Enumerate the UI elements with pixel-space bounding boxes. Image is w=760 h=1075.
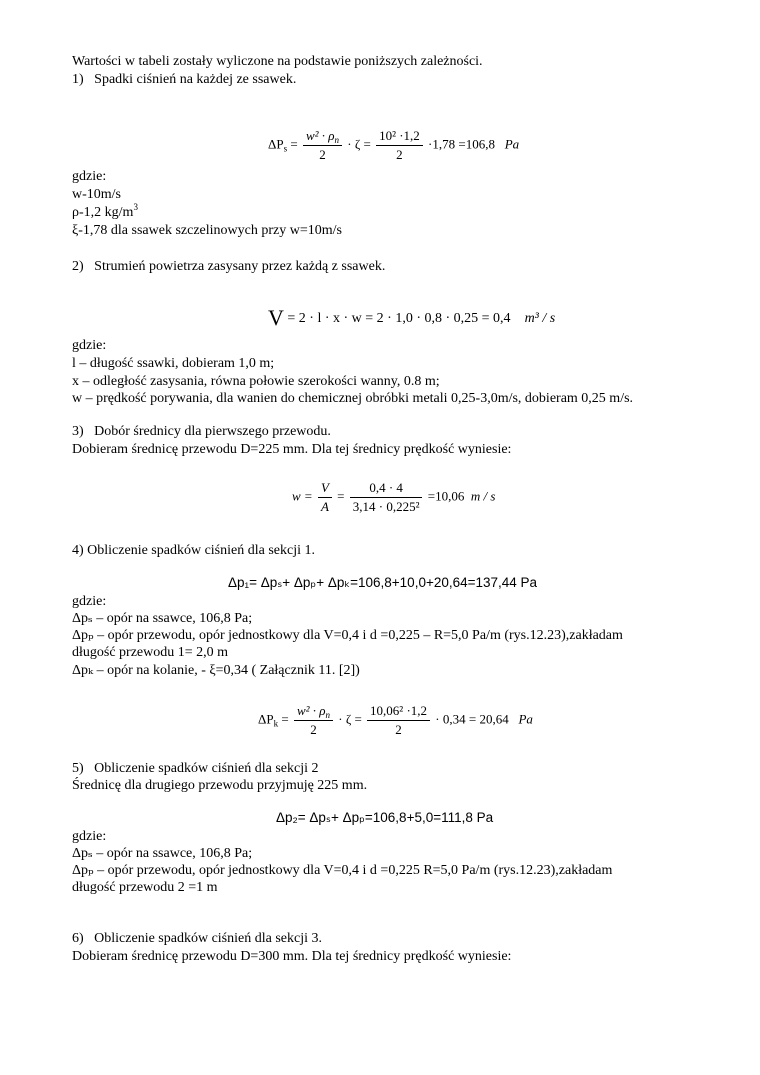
intro-text: Wartości w tabeli zostały wyliczone na podstawie poniższych zależności. (72, 54, 483, 69)
formula-section-1-total: Δp₁= Δpₛ+ Δpₚ+ Δpₖ=106,8+10,0+20,64=137,44 Pa (228, 575, 538, 590)
section-2-heading: 2) Strumień powietrza zasysany przez każdą z ssawek. (72, 259, 386, 274)
formula-velocity: w = $\frac{V}{A}$ = $\frac{0,4 \cdot 4}{\text{3,14 · 0,225²}}$ =10,06 m / s (292, 480, 496, 514)
formula-pressure-drop-elbow: $\Delta P_k$ = $\frac{w^2 \cdot \rho_n}{2}$ · ζ = $\frac{\text{10,06² ·1,2}}{2}$ · 0,34 = 20,64 Pa (258, 703, 533, 737)
velocity-value: w-10m/s (72, 187, 121, 202)
formula-pressure-drop-ssawka: $\Delta P_s$ = $\frac{w^2 \cdot \rho_n}{2}$ · ζ = $\frac{\text{10² ·1,2}}{2}$ ·1,78 =106,8 Pa (268, 128, 520, 162)
formula-air-flow: V = 2 · l · x · w = 2 · 1,0 · 0,8 · 0,25 = 0,4 m³ / s (268, 305, 556, 330)
gdzie-label: gdzie: (72, 338, 107, 353)
resistance-elbow: Δpₖ – opór na kolanie, - ξ=0,34 ( Załącznik 11. [2]) (72, 663, 360, 678)
resistance-ssawka: Δpₛ – opór na ssawce, 106,8 Pa; (72, 611, 253, 626)
gdzie-label: gdzie: (72, 594, 107, 609)
formula-section-2-total: Δp₂= Δpₛ+ Δpₚ=106,8+5,0=111,8 Pa (276, 810, 494, 825)
capture-velocity-definition: w – prędkość porywania, dla wanien do chemicznej obróbki metali 0,25-3,0m/s, dobieram 0,25 m/s. (72, 391, 634, 406)
xi-value: ξ-1,78 dla ssawek szczelinowych przy w=10m/s (72, 223, 342, 238)
section-5-heading: 5) Obliczenie spadków ciśnień dla sekcji 2 (72, 761, 319, 776)
resistance-duct-length: długość przewodu 1= 2,0 m (72, 645, 229, 660)
section-5-text: Średnicę dla drugiego przewodu przyjmuję 225 mm. (72, 778, 368, 793)
section-6-heading: 6) Obliczenie spadków ciśnień dla sekcji 3. (72, 931, 322, 946)
resistance-duct: Δpₚ – opór przewodu, opór jednostkowy dla V=0,4 i d =0,225 R=5,0 Pa/m (rys.12.23),zakładam (72, 863, 613, 878)
resistance-duct-length: długość przewodu 2 =1 m (72, 880, 218, 895)
section-6-text: Dobieram średnicę przewodu D=300 mm. Dla tej średnicy prędkość wyniesie: (72, 949, 512, 964)
section-4-heading: 4) Obliczenie spadków ciśnień dla sekcji 1. (72, 543, 315, 558)
density-value: ρ-1,2 $kg/m^3$ (72, 202, 138, 220)
gdzie-label: gdzie: (72, 169, 107, 184)
length-definition: l – długość ssawki, dobieram 1,0 m; (72, 356, 275, 371)
section-3-text: Dobieram średnicę przewodu D=225 mm. Dla tej średnicy prędkość wyniesie: (72, 442, 512, 457)
resistance-duct: Δpₚ – opór przewodu, opór jednostkowy dla V=0,4 i d =0,225 – R=5,0 Pa/m (rys.12.23),zakładam (72, 628, 623, 643)
distance-definition: x – odległość zasysania, równa połowie szerokości wanny, 0.8 m; (72, 374, 440, 389)
section-1-heading: 1) Spadki ciśnień na każdej ze ssawek. (72, 72, 297, 87)
resistance-ssawka: Δpₛ – opór na ssawce, 106,8 Pa; (72, 846, 253, 861)
section-3-heading: 3) Dobór średnicy dla pierwszego przewodu. (72, 424, 331, 439)
gdzie-label: gdzie: (72, 829, 107, 844)
